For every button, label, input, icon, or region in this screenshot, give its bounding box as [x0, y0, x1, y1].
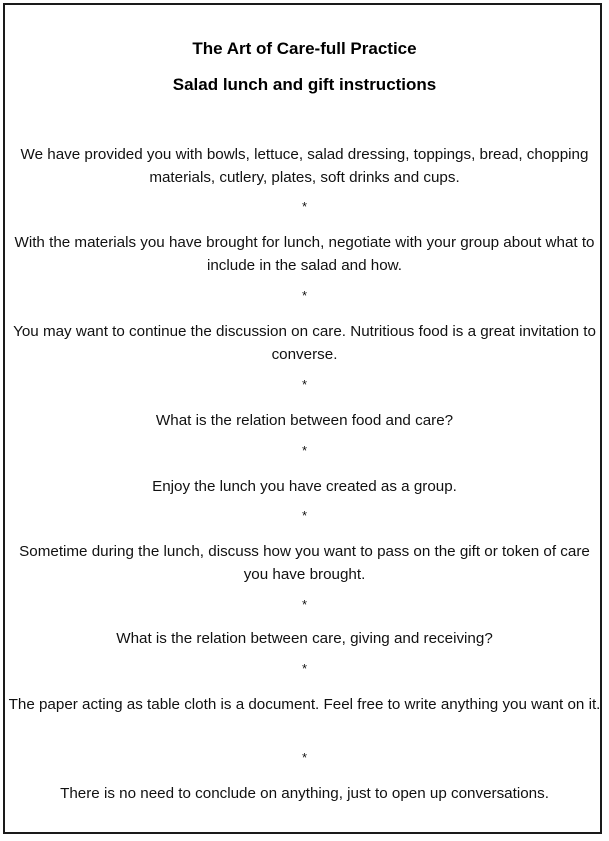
- separator: *: [301, 443, 308, 458]
- separator: *: [301, 199, 308, 214]
- separator: *: [301, 377, 308, 392]
- paragraph-no-need-to-conclude: There is no need to conclude on anything, just to open up conversations.: [60, 785, 549, 802]
- separator: *: [301, 508, 308, 523]
- document-subtitle: Salad lunch and gift instructions: [172, 75, 437, 94]
- separator: *: [301, 597, 308, 612]
- paragraph-provided-materials: We have provided you with bowls, lettuce, salad dressing, toppings, bread, chopping materials, cutlery, plates, soft drinks and cups.: [20, 146, 589, 186]
- paragraph-table-cloth: The paper acting as table cloth is a document. Feel free to write anything you want on it.: [8, 696, 601, 713]
- separator: *: [301, 661, 308, 676]
- paragraph-food-and-care: What is the relation between food and care?: [155, 412, 454, 429]
- paragraph-pass-on-gift: Sometime during the lunch, discuss how you want to pass on the gift or token of care you have brought.: [19, 543, 590, 583]
- separator: *: [301, 288, 308, 303]
- paragraph-giving-receiving: What is the relation between care, giving and receiving?: [116, 630, 493, 647]
- paragraph-enjoy-lunch: Enjoy the lunch you have created as a group.: [152, 478, 457, 495]
- separator: *: [301, 750, 308, 765]
- paragraph-continue-discussion: You may want to continue the discussion on care. Nutritious food is a great invitation to converse.: [13, 323, 596, 363]
- paragraph-negotiate-salad: With the materials you have brought for lunch, negotiate with your group about what to include in the salad and how.: [14, 234, 595, 274]
- document-title: The Art of Care-full Practice: [192, 39, 417, 58]
